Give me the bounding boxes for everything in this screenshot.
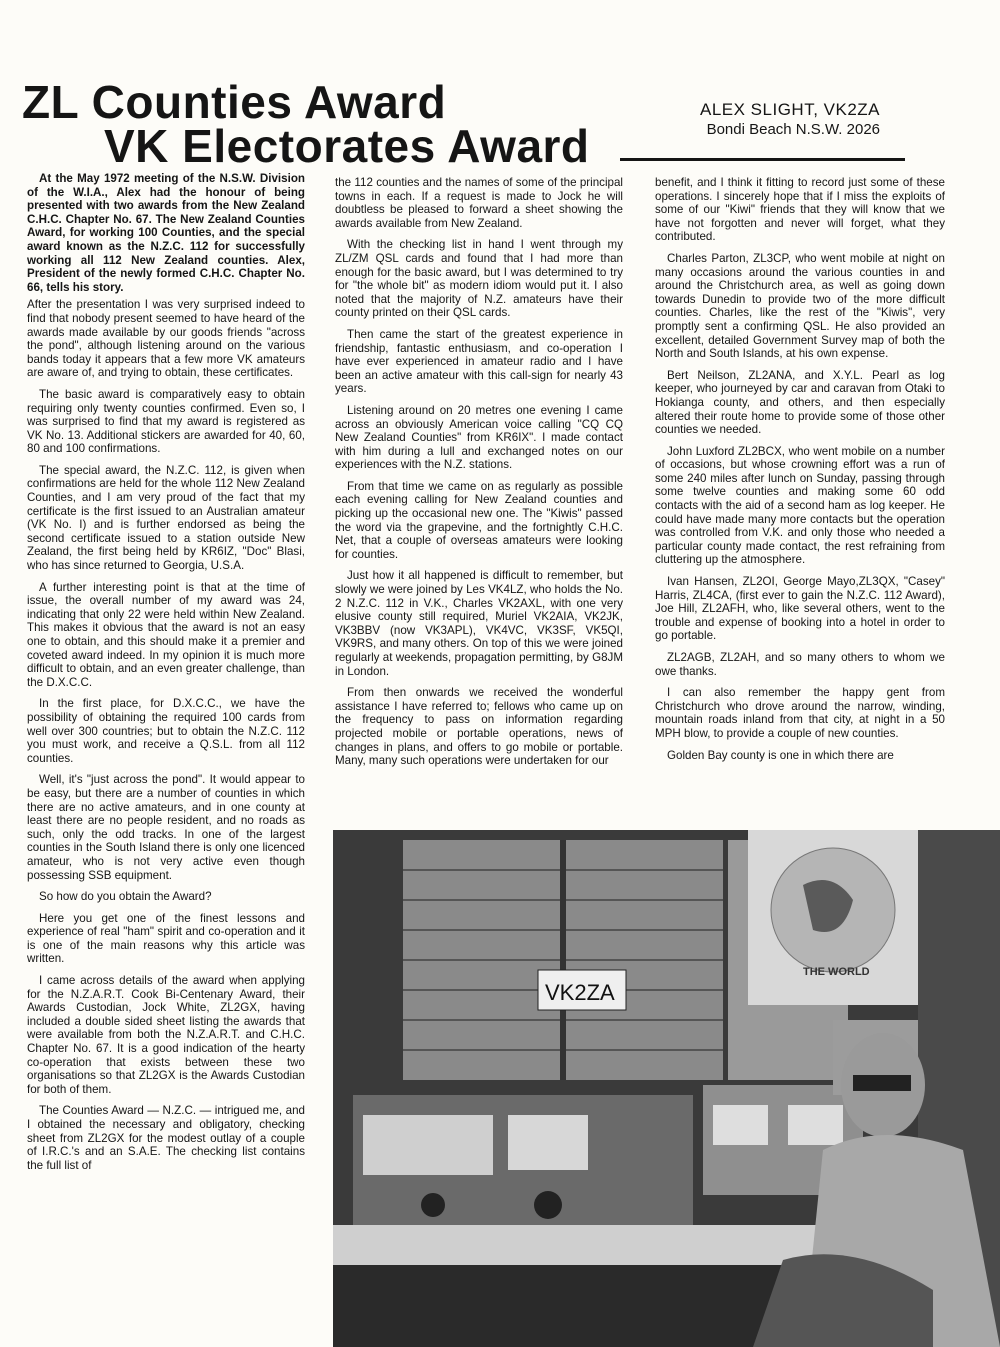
paragraph: Just how it all happened is difficult to remember, but slowly we were joined by Les VK4LZ, who holds the No. 2 N.Z.C. 112 in V.K., Charles VK2AXL, with one very elusive county still required, Muriel VK2AIA, VK2JK, VK3BBV (now VK3APL), VK4VC, VK3SF, VK5QI, VK9RS, and many others. On top of this we were joined regularly at weekends, propagation permitting, by G8JM in London. <box>335 569 623 678</box>
byline <box>700 100 880 140</box>
title-line-1: ZL Counties Award <box>22 76 447 128</box>
paragraph: The basic award is comparatively easy to obtain requiring only twenty counties confirmed. Even so, I was surprised to find that my award is registered as VK No. 13. Additional stickers are awarded for 40, 60, 80 and 100 confirmations. <box>27 387 305 456</box>
shack-photo-drawing <box>333 830 1000 1347</box>
paragraph: The special award, the N.Z.C. 112, is given when confirmations are held for the whole 112 New Zealand Counties, and I am very proud of the fact that my certificate is the first issued to an Australian amateur (VK No. I) and is further endorsed as being the second certificate issued to a station outside New Zealand, the first being held by KR6IZ, "Doc" Blasi, who has since returned to Georgia, U.S.A. <box>27 463 305 573</box>
paragraph: After the presentation I was very surprised indeed to find that nobody present seemed to have heard of the awards made available by our goods friends "across the pond", although listening around on the various bands today it appears that a few more VK amateurs are aware of, and trying to obtain, these certificates. <box>27 298 305 380</box>
column-2 <box>335 176 623 776</box>
paragraph: Here you get one of the finest lessons and experience of real "ham" spirit and co-operation and it is one of the main reasons why this article was written. <box>27 911 305 966</box>
paragraph: Well, it's "just across the pond". It would appear to be easy, but there are a number of counties in which there are no active amateurs, and in one county at least there are no people resident, and no roads as such, only the odd tracks. In one of the largest counties in the South Island there is only one licenced amateur, who is not very active even though possessing SSB equipment. <box>27 773 305 882</box>
paragraph: Golden Bay county is one in which there are <box>667 748 894 762</box>
title-line-2: VK Electorates Award <box>104 120 590 172</box>
paragraph: From that time we came on as regularly as possible each evening calling for New Zealand counties and picking up the occasional new one. The "Kiwis" passed the word via the grapevine, and the fortnightly C.H.C. Net, that a couple of overseas amateurs were looking for counties. <box>335 479 623 561</box>
paragraph: the 112 counties and the names of some of the principal towns in each. If a request is made to Jock he will doubtless be pleased to forward a sheet showing the awards available from New Zealand. <box>335 176 623 230</box>
intro-paragraph: At the May 1972 meeting of the N.S.W. Division of the W.I.A., Alex had the honour of being presented with two awards from the New Zealand C.H.C. Chapter No. 67. The New Zealand Counties Award, for working 100 Counties, and the special award known as the N.Z.C. 112 for successfully working all 112 New Zealand counties. Alex, President of the newly formed C.H.C. Chapter No. 66, tells his story. <box>27 172 305 294</box>
paragraph: I can also remember the happy gent from Christchurch who drove around the narrow, winding, mountain roads inland from that city, at night in a 50 MPH blow, to provide a couple of new counties. <box>655 686 945 740</box>
paragraph: Ivan Hansen, ZL2OI, George Mayo,ZL3QX, "Casey" Harris, ZL4CA, (first ever to gain the N.Z.C. 112 Award), Joe Hill, ZL2AFH, who, like several others, went to the trouble and expense of booking into a hotel in order to go portable. <box>655 575 945 643</box>
desk <box>333 1225 833 1265</box>
callsign-text: VK2ZA <box>545 980 615 1005</box>
paragraph: A further interesting point is that at the time of issue, the overall number of my award was 24, indicating that only 22 were held within New Zealand. This makes it obvious that the award is not an easy one to obtain, and this should make it a premier and coveted award indeed. In my opinion it is much more difficult to obtain, and an even greater challenge, than the D.X.C.C. <box>27 580 305 689</box>
paragraph: John Luxford ZL2BCX, who went mobile on a number of occasions, but whose crowning effort was a run of some 240 miles after lunch on Sunday, passing through some twelve counties and making some 60 odd contacts with the aid of a second ham as log keeper. He could have made many more contacts but the operation was controlled from V.K. and only those who needed a particular county made contact, the rest refraining from cluttering up the atmosphere. <box>655 444 945 567</box>
title-rule <box>620 158 905 161</box>
paragraph: I came across details of the award when applying for the N.Z.A.R.T. Cook Bi-Centenary Award, their Awards Custodian, Jock White, ZL2GX, having included a double sided sheet listing the awards that were available from both the N.Z.A.R.T. and C.H.C. Chapter No. 67. It is a good indication of the hearty co-operation that exists between these two organisations so that ZL2GX is the Awards Custodian for both of them. <box>27 974 305 1096</box>
paragraph: So how do you obtain the Award? <box>39 890 212 904</box>
paragraph: In the first place, for D.X.C.C., we have the possibility of obtaining the required 100 cards from well over 300 countries; but to obtain the N.Z.C. 112 you must work, and receive a Q.S.L. from all 112 counties. <box>27 697 305 765</box>
column-1 <box>27 172 305 1180</box>
column-3 <box>655 176 945 770</box>
paragraph: The Counties Award — N.Z.C. — intrigued me, and I obtained the necessary and obligatory, checking sheet from ZL2GX for the modest outlay of a couple of I.R.C.'s and an S.A.E. The checking list contains the full list of <box>27 1104 305 1172</box>
shack-photo <box>333 830 1000 1347</box>
article-title <box>22 76 590 172</box>
paragraph: Then came the start of the greatest experience in friendship, fantastic enthusiasm, and co-operation I have ever experienced in amateur radio and I have been an active amateur with this call-sign for nearly 43 years. <box>335 327 623 396</box>
map-label: THE WORLD <box>803 966 870 978</box>
paragraph: benefit, and I think it fitting to record just some of these operations. I sincerely hope that if I miss the exploits of some of our "Kiwi" friends that they will know that we have not forgotten and never will forget, what they contributed. <box>655 176 945 244</box>
paragraph: ZL2AGB, ZL2AH, and so many others to whom we owe thanks. <box>655 651 945 678</box>
author-name: ALEX SLIGHT, VK2ZA <box>699 100 880 119</box>
paragraph: Bert Neilson, ZL2ANA, and X.Y.L. Pearl as log keeper, who journeyed by car and caravan from Otaki to Hokianga county, and others, and then especially altered their route home to provide some of those other counties we needed. <box>655 368 945 437</box>
paragraph: Charles Parton, ZL3CP, who went mobile at night on many occasions around the various counties in and around the Christchurch area, as well as going down towards Dunedin to provide two of the more difficult counties. Charles, like the rest of the "Kiwis", very promptly sent a confirming QSL. He also provided an excellent, detailed Government Survey map of both the North and South Islands, at his own expense. <box>655 251 945 361</box>
author-location: Bondi Beach N.S.W. 2026 <box>706 121 880 138</box>
paragraph: Listening around on 20 metres one evening I came across an obviously American voice calling "CQ CQ New Zealand Counties" from KR6IX". I made contact with him during a lull and exchanged notes on our experiences with the N.Z. stations. <box>335 403 623 472</box>
paragraph: With the checking list in hand I went through my ZL/ZM QSL cards and found that I had more than enough for the basic award, but I was determined to try for "the whole bit" as modern idiom would put it. I also noted that the majority of N.Z. amateurs have their county printed on their QSL cards. <box>335 238 623 320</box>
paragraph: From then onwards we received the wonderful assistance I have referred to; fellows who came up on the frequency to pass on information regarding projected mobile or portable operations, news of changes in plans, and offers to go mobile or portable. Many, many such operations were undertaken for our <box>335 686 623 768</box>
